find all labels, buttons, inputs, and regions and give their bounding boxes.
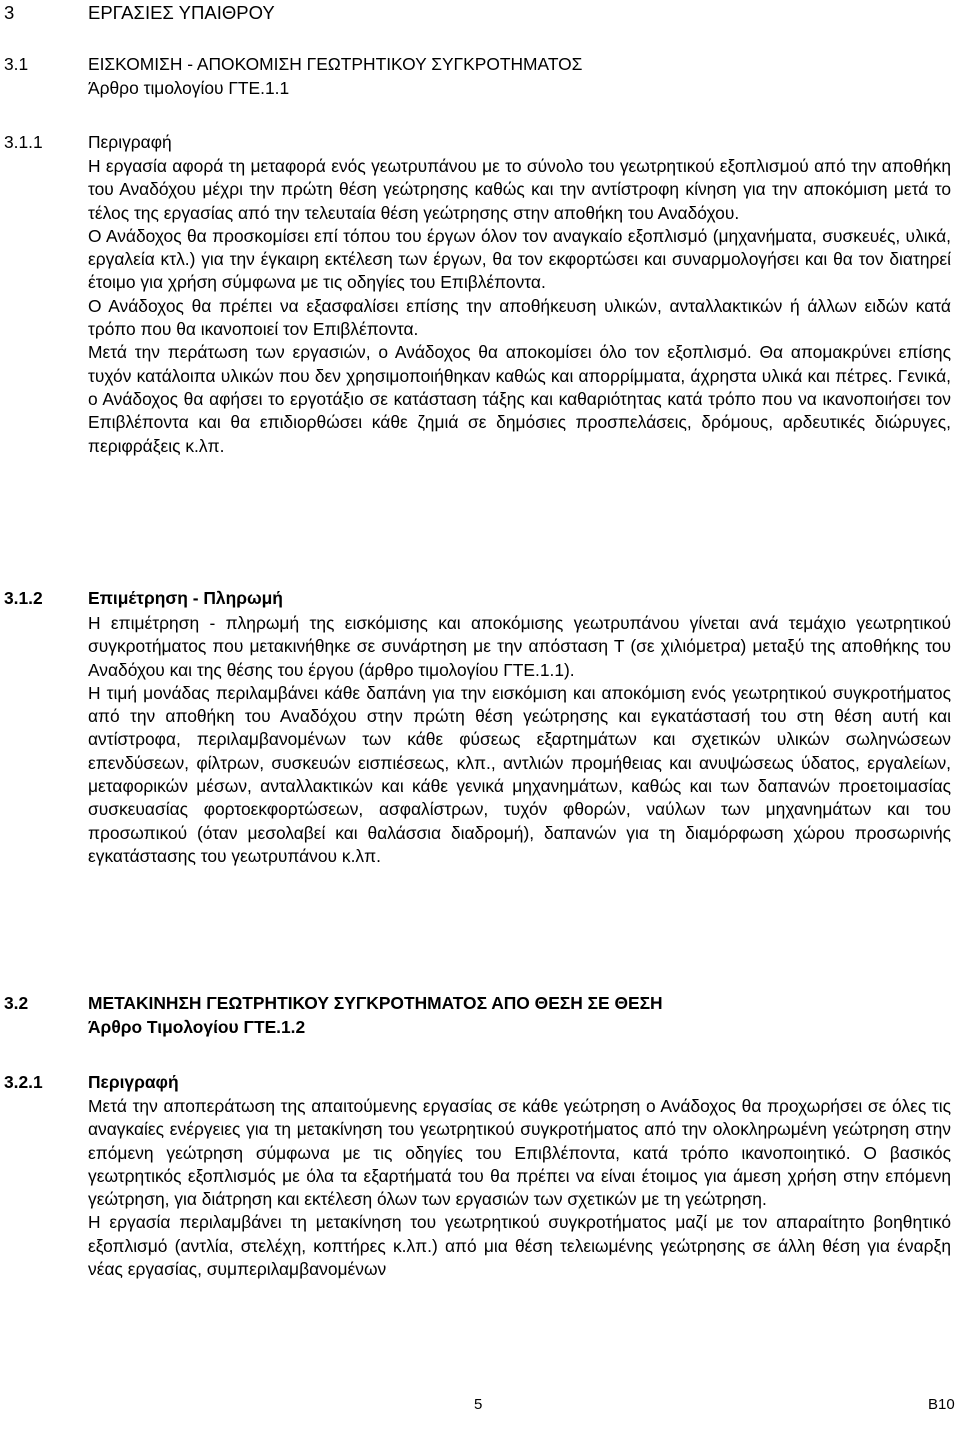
paragraph: Μετά την αποπεράτωση της απαιτούμενης εργασίας σε κάθε γεώτρηση ο Ανάδοχος θα προχωρήσει σε όλες τις αναγκαίες ενέργειες για τη μετακίνηση του γεωτρητικού συγκροτήματος από την ολοκληρωμένη γεώτρηση στην επόμενη γεώτρηση σύμφωνα με τις οδηγίες του Επιβλέποντα, κατά τρόπο ικανοποιητικό. Ο βασικός γεωτρητικός εξοπλισμός με όλα τα εξαρτήματά του θα πρέπει να είναι έτοιμος για άμεση χρήση στην επόμενη γεώτρηση, για διάτρηση και εκτέλεση όλων των εργασιών των σχετικών με τη γεώτρηση.	[88, 1096, 951, 1210]
section-3-number: 3	[4, 2, 15, 23]
section-3-2-1-number: 3.2.1	[4, 1072, 43, 1092]
page-number: 5	[474, 1396, 483, 1413]
section-3-1-1-title: Περιγραφή	[88, 132, 172, 152]
paragraph: Ο Ανάδοχος θα προσκομίσει επί τόπου του έργων όλον τον αναγκαίο εξοπλισμό (μηχανήματα, συσκευές, υλικά, εργαλεία κτλ.) για την έγκαιρη εκτέλεση των έργων, θα τον εκφορτώσει και συναρμολογήσει και θα τον διατηρεί έτοιμο για χρήση σύμφωνα με τις οδηγίες του Επιβλέποντα.	[88, 225, 951, 293]
paragraph: Η τιμή μονάδας περιλαμβάνει κάθε δαπάνη για την εισκόμιση και αποκόμιση ενός γεωτρητικού συγκροτήματος από την αποθήκη του Αναδόχου στην πρώτη θέση γεώτρησης και εγκατάστασή του στη θέση αυτή και αντίστροφα, περιλαμβανομένων των κάθε φύσεως εξαρτημάτων και σχετικών υλικών σωληνώσεων επενδύσεων, φίλτρων, συσκευών εισπιέσεως, κλπ., αντλιών προμήθειας και ανυψώσεως ύδατος, εργαλείων, μεταφορικών μέσων, ανταλλακτικών και κάθε γενικά μηχανημάτων, καθώς και των δαπανών προετοιμασίας συσκευασίας φορτοεκφορτώσεων, ασφαλίστρων, τυχόν φθορών, ναύλων των μηχανημάτων και του προσωπικού (όταν μεσολαβεί και θαλάσσια διαδρομή), δαπανών για τη διαμόρφωση χώρου προσωρινής εγκατάστασης του γεωτρυπάνου κ.λπ.	[88, 682, 951, 866]
paragraph: Ο Ανάδοχος θα πρέπει να εξασφαλίσει επίσης την αποθήκευση υλικών, ανταλλακτικών ή άλλων ειδών κατά τρόπο που θα ικανοποιεί τον Επιβλέποντα.	[88, 295, 951, 340]
section-3-1-number: 3.1	[4, 54, 29, 74]
section-3-1-2-number: 3.1.2	[4, 588, 43, 608]
section-3-2-number: 3.2	[4, 993, 29, 1013]
section-3-1-title: ΕΙΣΚΟΜΙΣΗ - ΑΠΟΚΟΜΙΣΗ ΓΕΩΤΡΗΤΙΚΟΥ ΣΥΓΚΡΟΤΗΜΑΤΟΣ	[88, 54, 583, 74]
section-3-1-2-title: Επιμέτρηση - Πληρωμή	[88, 588, 283, 608]
section-3-1-1-body	[88, 155, 951, 458]
paragraph: Η επιμέτρηση - πληρωμή της εισκόμισης και αποκόμισης γεωτρυπάνου γίνεται ανά τεμάχιο γεωτρητικού συγκροτήματος που μετακινήθηκε σε συνάρτηση με την απόσταση Τ (σε χιλιόμετρα) μεταξύ της αποθήκης του Αναδόχου και της θέσης του έργου (άρθρο τιμολογίου ΓΤΕ.1.1).	[88, 613, 951, 680]
section-3-1-2-body	[88, 612, 951, 868]
section-3-2-title: ΜΕΤΑΚΙΝΗΣΗ ΓΕΩΤΡΗΤΙΚΟΥ ΣΥΓΚΡΟΤΗΜΑΤΟΣ ΑΠΟ ΘΕΣΗ ΣΕ ΘΕΣΗ	[88, 993, 663, 1013]
section-3-2-1-body	[88, 1095, 951, 1281]
paragraph: Μετά την περάτωση των εργασιών, ο Ανάδοχος θα αποκομίσει όλο τον εξοπλισμό. Θα απομακρύνει επίσης τυχόν κατάλοιπα υλικών που δεν χρησιμοποιήθηκαν καθώς και απορρίμματα, άχρηστα υλικά και πέτρες. Γενικά, ο Ανάδοχος θα αφήσει το εργοτάξιο σε κατάσταση τάξης και καθαριότητας κατά τρόπο που να ικανοποιήσει τον Επιβλέποντα και θα επιδιορθώσει κάθε ζημιά σε δημόσιες προσπελάσεις, δρόμους, αρδευτικές διώρυγες, περιφράξεις κ.λπ.	[88, 342, 951, 456]
paragraph: Η εργασία αφορά τη μεταφορά ενός γεωτρυπάνου με το σύνολο του γεωτρητικού εξοπλισμού από την αποθήκη του Αναδόχου μέχρι την πρώτη θέση γεώτρησης καθώς και την αντίστροφη κίνηση για την αποκόμιση μετά το τέλος της εργασίας από την τελευταία θέση γεώτρησης στην αποθήκη του Αναδόχου.	[88, 156, 951, 223]
section-3-1-article: Άρθρο τιμολογίου ΓΤΕ.1.1	[88, 78, 290, 98]
document-reference: Β10	[928, 1396, 955, 1413]
section-3-1-1-number: 3.1.1	[4, 132, 43, 152]
section-3-2-1-title: Περιγραφή	[88, 1072, 179, 1092]
section-3-2-article: Άρθρο Τιμολογίου ΓΤΕ.1.2	[88, 1017, 306, 1037]
section-3-title: ΕΡΓΑΣΙΕΣ ΥΠΑΙΘΡΟΥ	[88, 2, 275, 23]
paragraph: Η εργασία περιλαμβάνει τη μετακίνηση του γεωτρητικού συγκροτήματος μαζί με τον απαραίτητο βοηθητικό εξοπλισμό (αντλία, στελέχη, κοπτήρες κ.λπ.) από μια θέση τελειωμένης γεώτρησης σε άλλη θέση για έναρξη νέας εργασίας, συμπεριλαμβανομένων	[88, 1212, 951, 1280]
